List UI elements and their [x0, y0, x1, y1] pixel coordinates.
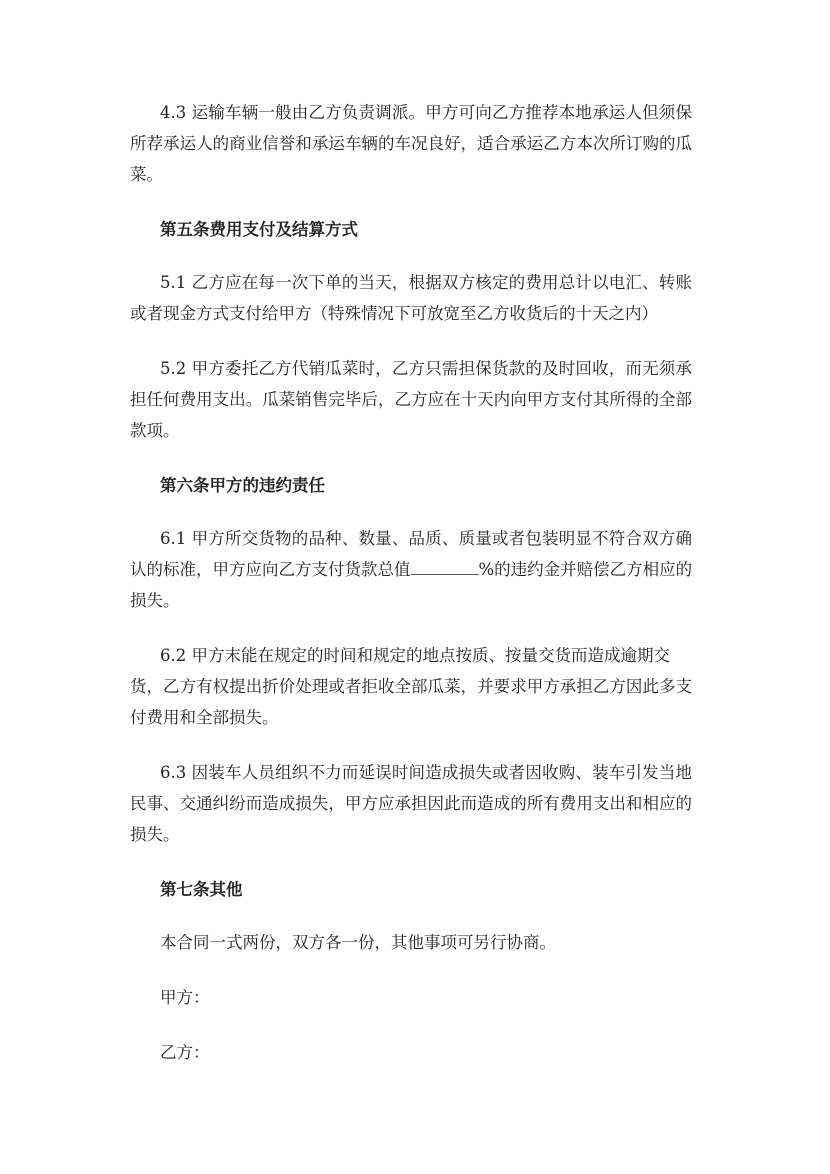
text-line: 损失。: [130, 825, 180, 844]
text-line: 付费用和全部损失。: [130, 708, 279, 727]
party-b-signature: [130, 1037, 692, 1068]
text-line: 本合同一式两份，双方各一份，其他事项可另行协商。: [160, 933, 556, 952]
text-fragment: %的违约金并赔偿乙方相应的: [478, 560, 693, 579]
paragraph-copies: [130, 927, 692, 958]
paragraph-5-2: [130, 353, 692, 446]
text-line: 菜。: [130, 165, 163, 184]
text-line: 甲方：: [160, 988, 210, 1007]
fill-in-blank[interactable]: [411, 560, 479, 575]
text-line: 所荐承运人的商业信誉和承运车辆的车况良好，适合承运乙方本次所订购的瓜: [130, 134, 692, 153]
text-fragment: 认的标准，甲方应向乙方支付货款总值: [130, 560, 411, 579]
section-heading-7: 第七条其他: [160, 880, 243, 899]
text-line: 民事、交通纠纷而造成损失，甲方应承担因此而造成的所有费用支出和相应的: [130, 794, 692, 813]
text-line: 担任何费用支出。瓜菜销售完毕后，乙方应在十天内向甲方支付其所得的全部: [130, 390, 692, 409]
text-line: [130, 554, 692, 585]
text-line: 款项。: [130, 421, 180, 440]
text-line: 5.2 甲方委托乙方代销瓜菜时，乙方只需担保货款的及时回收，而无须承: [160, 359, 692, 378]
text-line: 6.2 甲方末能在规定的时间和规定的地点按质、按量交货而造成逾期交: [160, 646, 670, 665]
text-line: 6.3 因装车人员组织不力而延误时间造成损失或者因收购、装车引发当地: [160, 763, 692, 782]
text-line: 乙方：: [160, 1043, 210, 1062]
paragraph-5-1: [130, 267, 692, 329]
text-line: 6.1 甲方所交货物的品种、数量、品质、质量或者包装明显不符合双方确: [160, 529, 692, 548]
paragraph-6-2: [130, 640, 692, 733]
section-heading-6: 第六条甲方的违约责任: [160, 476, 325, 495]
text-line: 5.1 乙方应在每一次下单的当天，根据双方核定的费用总计以电汇、转账: [160, 273, 692, 292]
text-line: 或者现金方式支付给甲方（特殊情况下可放宽至乙方收货后的十天之内）: [130, 304, 658, 323]
text-line: 货，乙方有权提出折价处理或者拒收全部瓜菜，并要求甲方承担乙方因此多支: [130, 677, 692, 696]
document-body: [130, 97, 692, 1092]
text-line: 损失。: [130, 591, 180, 610]
party-a-signature: [130, 982, 692, 1013]
paragraph-6-3: [130, 757, 692, 850]
text-line: 4.3 运输车辆一般由乙方负责调派。甲方可向乙方推荐本地承运人但须保: [160, 103, 692, 122]
paragraph-6-1: [130, 523, 692, 616]
section-heading-5: 第五条费用支付及结算方式: [160, 220, 358, 239]
paragraph-4-3: [130, 97, 692, 190]
